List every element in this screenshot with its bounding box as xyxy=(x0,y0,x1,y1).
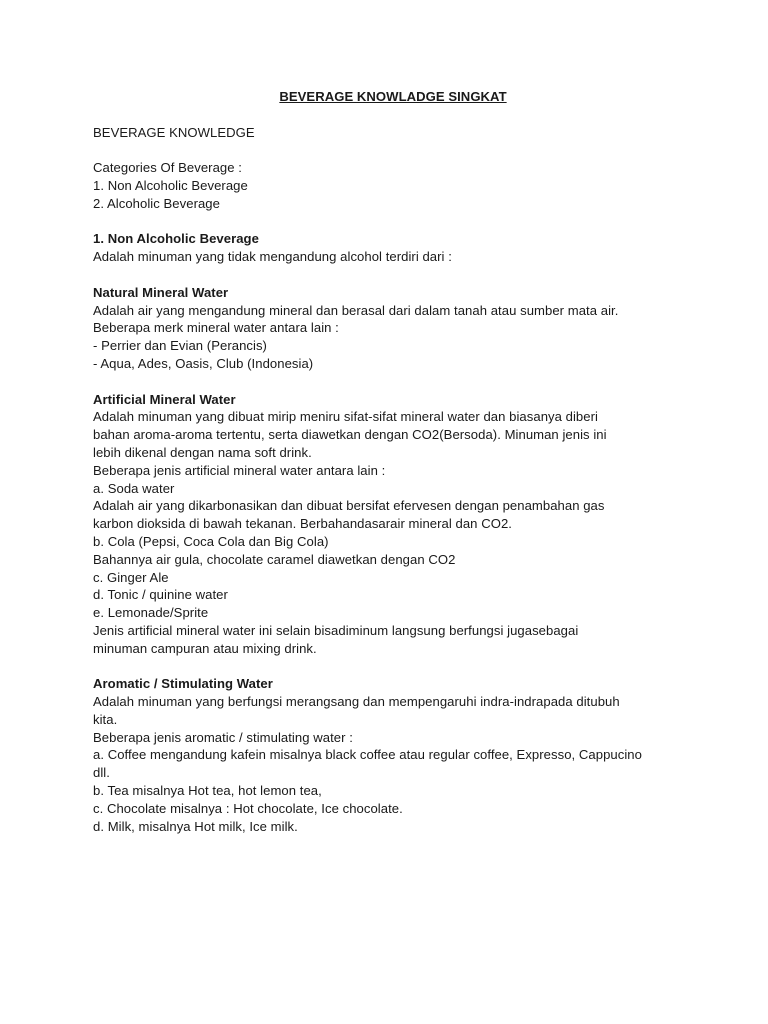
artificial-mineral-line: bahan aroma-aroma tertentu, serta diawetkan dengan CO2(Bersoda). Minuman jenis ini xyxy=(93,427,607,443)
non-alcoholic-heading: 1. Non Alcoholic Beverage xyxy=(93,231,259,247)
document-body xyxy=(93,88,693,835)
artificial-mineral-line: Jenis artificial mineral water ini selain bisadiminum langsung berfungsi jugasebagai xyxy=(93,622,579,638)
artificial-mineral-line: e. Lemonade/Sprite xyxy=(93,605,209,621)
natural-mineral-line: Adalah air yang mengandung mineral dan berasal dari dalam tanah atau sumber mata air. xyxy=(93,302,619,318)
spacer xyxy=(93,141,693,159)
artificial-mineral-heading: Artificial Mineral Water xyxy=(93,391,236,407)
spacer xyxy=(93,213,693,231)
natural-mineral-heading: Natural Mineral Water xyxy=(93,284,229,300)
spacer xyxy=(93,106,693,124)
natural-mineral-line: - Perrier dan Evian (Perancis) xyxy=(93,338,267,354)
categories-label: Categories Of Beverage : xyxy=(93,160,242,176)
artificial-mineral-line: b. Cola (Pepsi, Coca Cola dan Big Cola) xyxy=(93,533,329,549)
aromatic-line: b. Tea misalnya Hot tea, hot lemon tea, xyxy=(93,783,322,799)
aromatic-line: Adalah minuman yang berfungsi merangsang dan mempengaruhi indra-indrapada ditubuh xyxy=(93,694,620,710)
aromatic-line: Beberapa jenis aromatic / stimulating water : xyxy=(93,729,353,745)
non-alcoholic-intro: Adalah minuman yang tidak mengandung alcohol terdiri dari : xyxy=(93,249,452,265)
document-title: BEVERAGE KNOWLADGE SINGKAT xyxy=(279,89,507,104)
natural-mineral-line: Beberapa merk mineral water antara lain : xyxy=(93,320,339,336)
artificial-mineral-line: Adalah minuman yang dibuat mirip meniru sifat-sifat mineral water dan biasanya diberi xyxy=(93,409,598,425)
section-heading: BEVERAGE KNOWLEDGE xyxy=(93,124,255,140)
spacer xyxy=(93,266,693,284)
aromatic-line: a. Coffee mengandung kafein misalnya black coffee atau regular coffee, Expresso, Cappucino xyxy=(93,747,642,763)
artificial-mineral-line: Beberapa jenis artificial mineral water antara lain : xyxy=(93,462,386,478)
aromatic-line: dll. xyxy=(93,765,110,781)
artificial-mineral-line: karbon dioksida di bawah tekanan. Berbahandasarair mineral dan CO2. xyxy=(93,516,512,532)
artificial-mineral-line: d. Tonic / quinine water xyxy=(93,587,228,603)
artificial-mineral-line: lebih dikenal dengan nama soft drink. xyxy=(93,444,312,460)
spacer xyxy=(93,658,693,676)
aromatic-heading: Aromatic / Stimulating Water xyxy=(93,676,273,692)
artificial-mineral-line: a. Soda water xyxy=(93,480,175,496)
artificial-mineral-line: minuman campuran atau mixing drink. xyxy=(93,640,317,656)
aromatic-line: d. Milk, misalnya Hot milk, Ice milk. xyxy=(93,818,298,834)
aromatic-line: kita. xyxy=(93,711,118,727)
category-item: 2. Alcoholic Beverage xyxy=(93,195,220,211)
aromatic-line: c. Chocolate misalnya : Hot chocolate, Ice chocolate. xyxy=(93,800,403,816)
artificial-mineral-line: Bahannya air gula, chocolate caramel diawetkan dengan CO2 xyxy=(93,551,456,567)
artificial-mineral-line: Adalah air yang dikarbonasikan dan dibuat bersifat efervesen dengan penambahan gas xyxy=(93,498,605,514)
natural-mineral-line: - Aqua, Ades, Oasis, Club (Indonesia) xyxy=(93,355,314,371)
artificial-mineral-line: c. Ginger Ale xyxy=(93,569,169,585)
spacer xyxy=(93,373,693,391)
category-item: 1. Non Alcoholic Beverage xyxy=(93,177,248,193)
